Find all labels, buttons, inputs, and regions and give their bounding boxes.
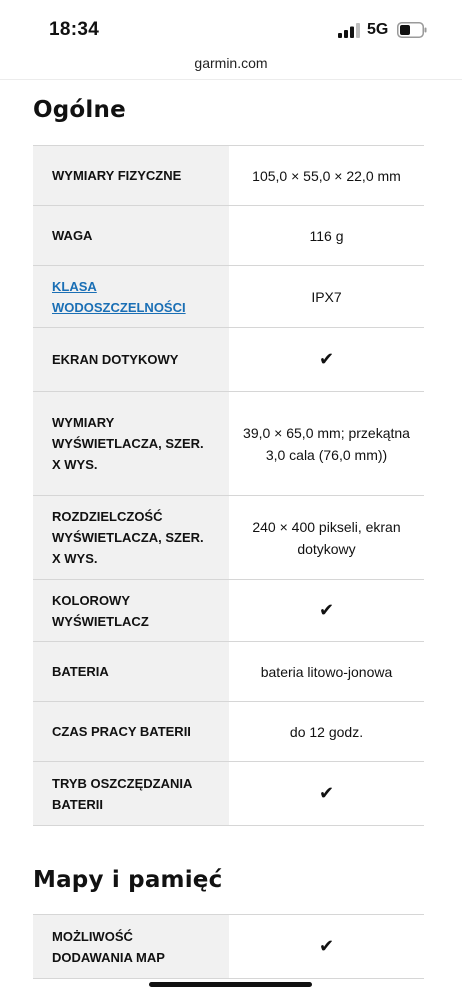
spec-value-cell (229, 762, 424, 826)
home-indicator[interactable] (149, 982, 312, 987)
spec-label: WYMIARY WYŚWIETLACZA, SZER. X WYS. (33, 392, 229, 496)
spec-value-cell (229, 915, 424, 979)
section-title-general: Ogólne (33, 97, 126, 123)
table-row (33, 580, 424, 642)
table-row (33, 762, 424, 826)
spec-value: do 12 godz. (229, 702, 424, 762)
address-bar[interactable] (0, 52, 462, 80)
checkmark-icon: ✔ (318, 936, 335, 956)
table-row (33, 496, 424, 580)
table-row (33, 206, 424, 266)
spec-value: 105,0 × 55,0 × 22,0 mm (229, 146, 424, 206)
table-row (33, 915, 424, 979)
checkmark-icon: ✔ (318, 349, 335, 369)
status-bar (0, 0, 462, 52)
section-title-maps-memory: Mapy i pamięć (33, 867, 223, 893)
specs-table-maps (33, 914, 424, 979)
spec-value-cell (229, 328, 424, 392)
spec-value: 39,0 × 65,0 mm; przekątna 3,0 cala (76,0 mm)) (229, 392, 424, 496)
spec-label: WAGA (33, 206, 229, 266)
checkmark-icon: ✔ (318, 783, 335, 803)
spec-label: TRYB OSZCZĘDZANIA BATERII (33, 762, 229, 826)
spec-label: EKRAN DOTYKOWY (33, 328, 229, 392)
url-text: garmin.com (194, 55, 268, 71)
spec-label: MOŻLIWOŚĆ DODAWANIA MAP (33, 915, 229, 979)
status-time: 18:34 (49, 19, 100, 40)
spec-value-cell (229, 580, 424, 642)
spec-label: KOLOROWY WYŚWIETLACZ (33, 580, 229, 642)
table-row (33, 146, 424, 206)
specs-table-general (33, 145, 424, 826)
spec-value: bateria litowo-jonowa (229, 642, 424, 702)
table-row (33, 392, 424, 496)
table-row (33, 328, 424, 392)
table-row (33, 642, 424, 702)
spec-value: 240 × 400 pikseli, ekran dotykowy (229, 496, 424, 580)
spec-value: IPX7 (229, 266, 424, 328)
cellular-signal-icon (338, 23, 360, 38)
spec-label: WYMIARY FIZYCZNE (33, 146, 229, 206)
checkmark-icon: ✔ (318, 600, 335, 620)
spec-label: ROZDZIELCZOŚĆ WYŚWIETLACZA, SZER. X WYS. (33, 496, 229, 580)
spec-value: 116 g (229, 206, 424, 266)
network-type: 5G (367, 21, 389, 38)
table-row (33, 266, 424, 328)
spec-label: CZAS PRACY BATERII (33, 702, 229, 762)
spec-label-cell (33, 266, 229, 328)
table-row (33, 702, 424, 762)
water-rating-link[interactable]: KLASA WODOSZCZELNOŚCI (52, 278, 186, 315)
spec-label: BATERIA (33, 642, 229, 702)
battery-icon (397, 22, 427, 38)
